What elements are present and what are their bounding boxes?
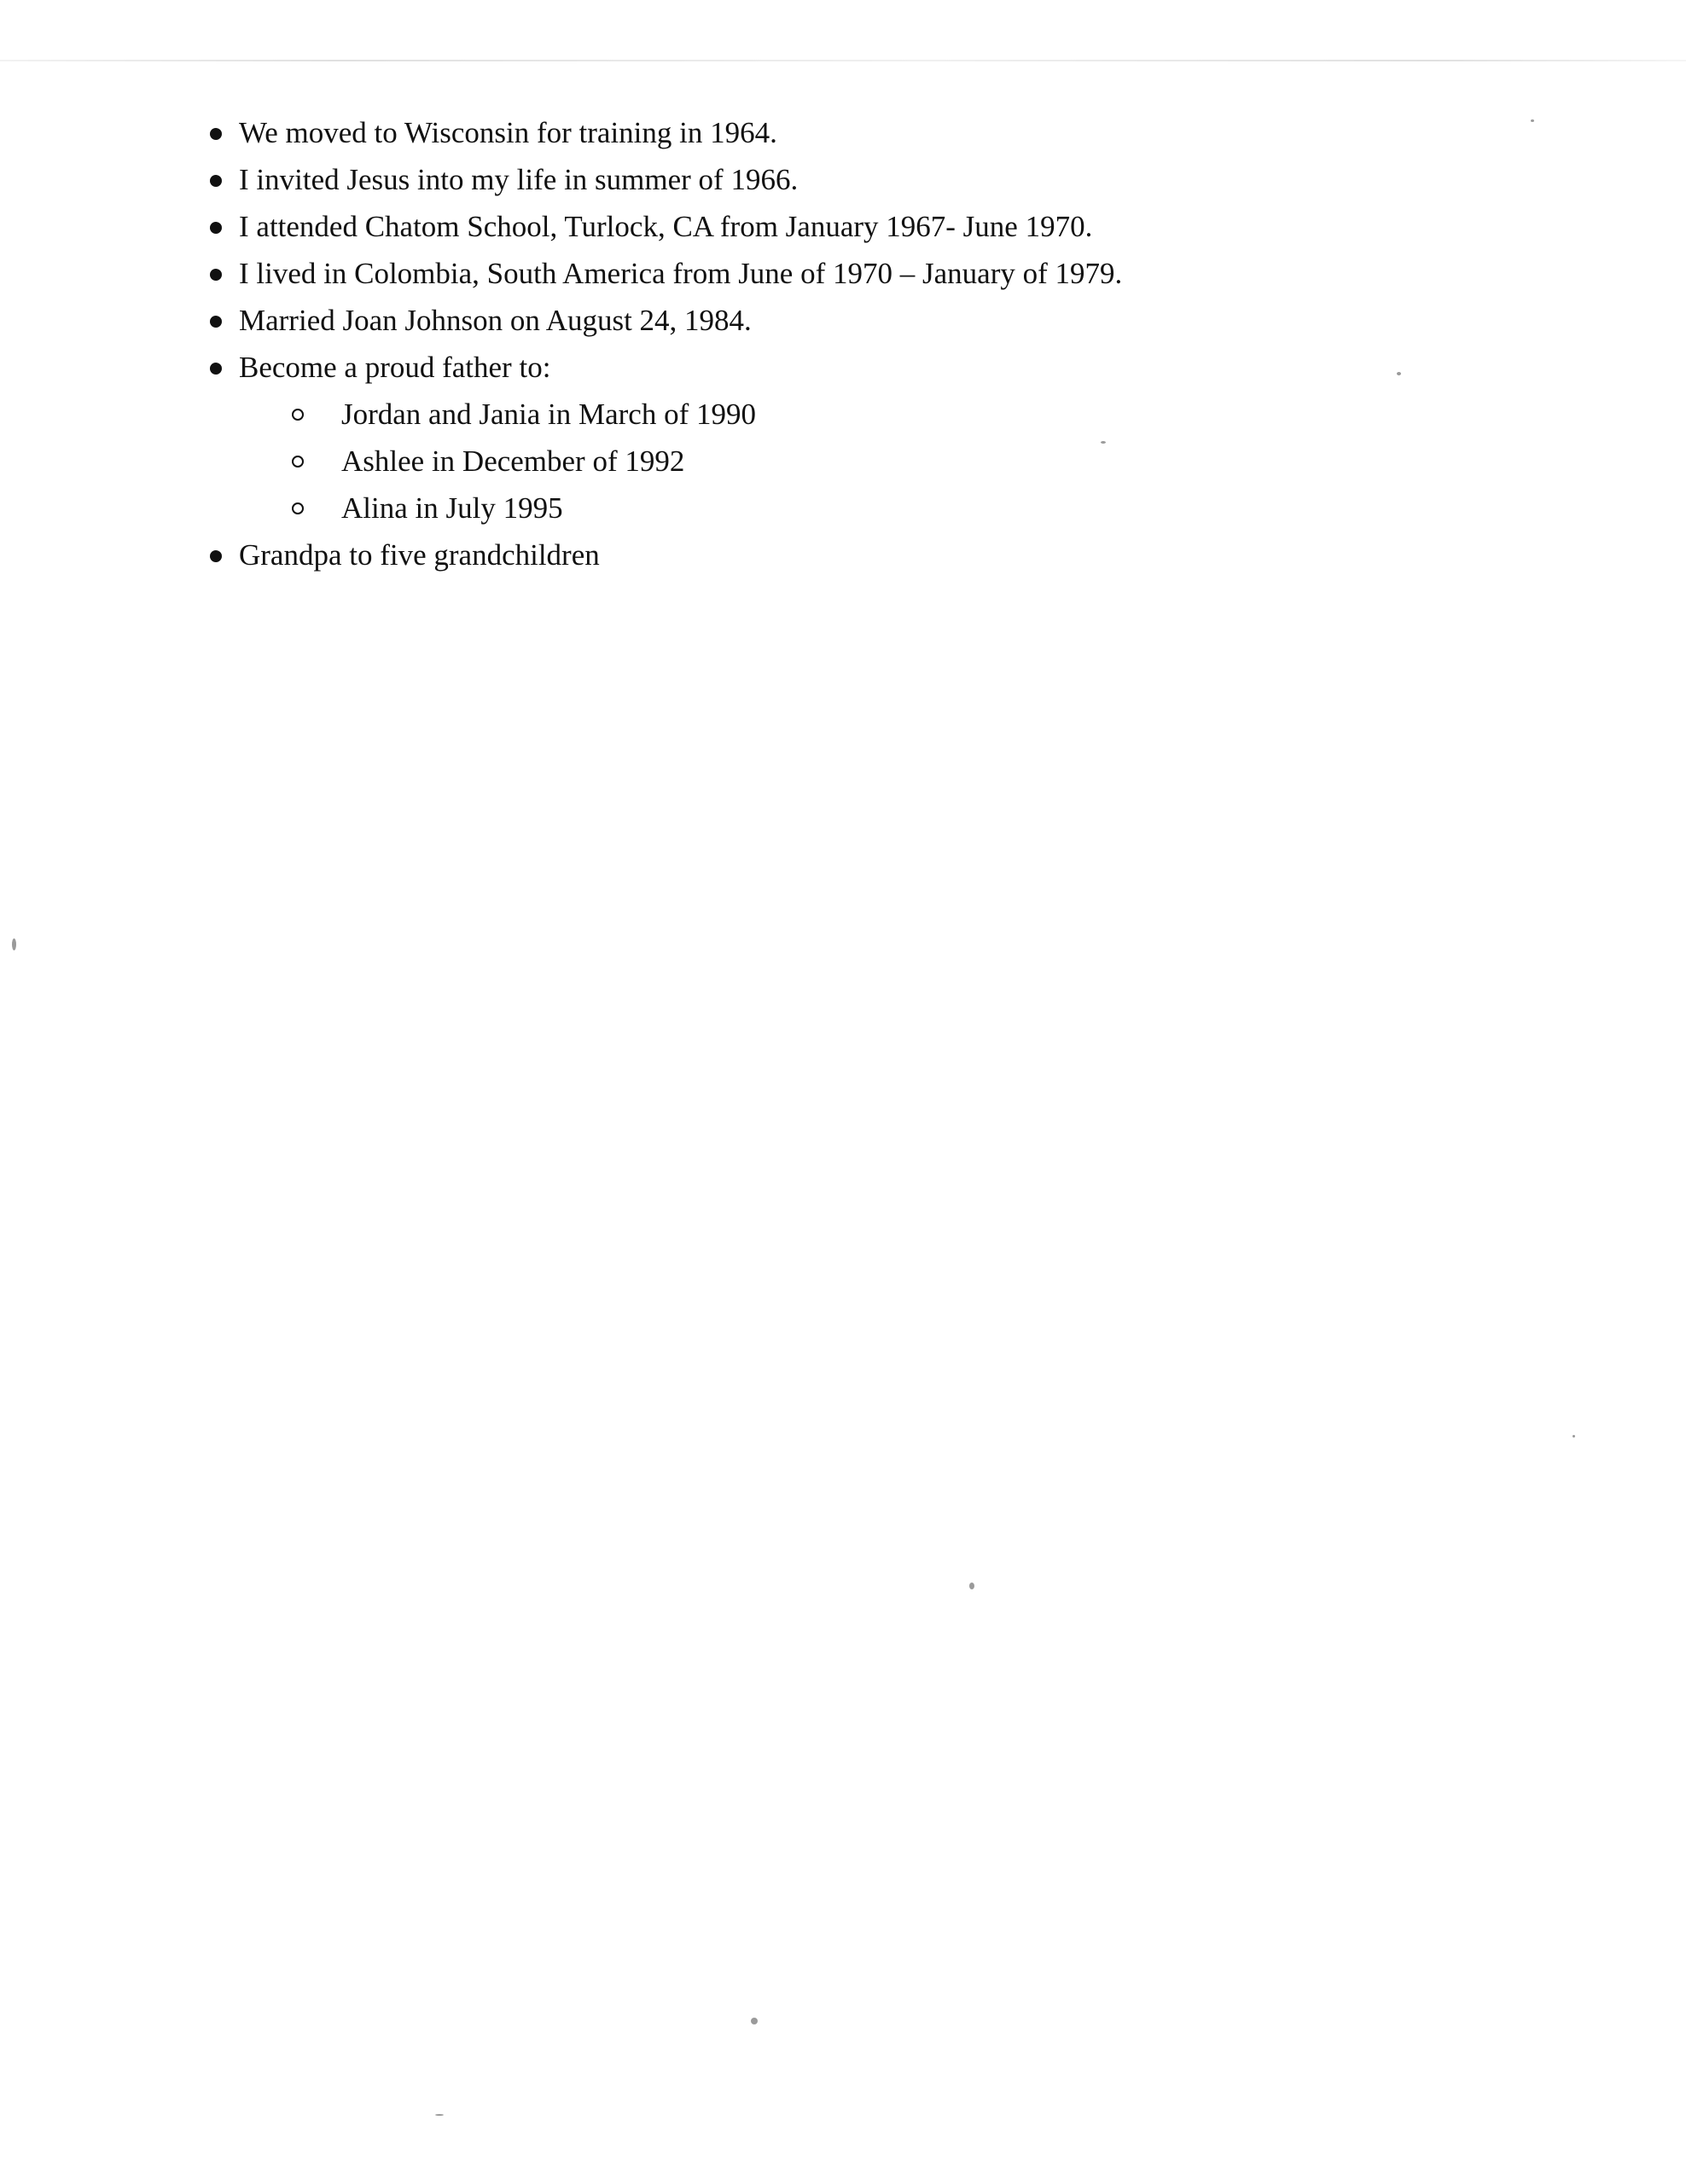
sub-list-item-text: Ashlee in December of 1992 bbox=[341, 444, 685, 478]
hollow-bullet-icon bbox=[292, 409, 304, 421]
sub-list-item bbox=[205, 438, 1122, 485]
bullet-icon bbox=[210, 222, 222, 234]
bullet-icon bbox=[210, 128, 222, 140]
list-item-text: I invited Jesus into my life in summer of 1966. bbox=[239, 163, 799, 196]
sub-list-item bbox=[205, 485, 1122, 531]
scan-speck bbox=[12, 938, 16, 950]
list-item-text: We moved to Wisconsin for training in 1964. bbox=[239, 116, 777, 149]
hollow-bullet-icon bbox=[292, 502, 304, 514]
scan-speck bbox=[1573, 1435, 1575, 1438]
sub-list-container bbox=[205, 391, 1122, 531]
list-item bbox=[205, 203, 1122, 250]
scan-speck bbox=[435, 2114, 444, 2116]
scan-speck bbox=[1397, 372, 1401, 375]
sub-list bbox=[205, 391, 1122, 531]
list-item bbox=[205, 344, 1122, 391]
bullet-list bbox=[205, 109, 1122, 578]
list-item-text: Grandpa to five grandchildren bbox=[239, 538, 600, 572]
bullet-icon bbox=[210, 316, 222, 328]
list-item-text: I lived in Colombia, South America from June of 1970 – January of 1979. bbox=[239, 257, 1123, 290]
bullet-icon bbox=[210, 175, 222, 187]
scan-artifact-line bbox=[0, 60, 1686, 61]
list-item bbox=[205, 531, 1122, 578]
list-item-text: Become a proud father to: bbox=[239, 351, 551, 384]
list-item bbox=[205, 250, 1122, 297]
scan-speck bbox=[751, 2018, 758, 2024]
bullet-icon bbox=[210, 269, 222, 281]
list-item bbox=[205, 156, 1122, 203]
scan-speck bbox=[1531, 119, 1534, 122]
bullet-icon bbox=[210, 550, 222, 562]
sub-list-item-text: Alina in July 1995 bbox=[341, 491, 563, 525]
list-item bbox=[205, 297, 1122, 344]
hollow-bullet-icon bbox=[292, 456, 304, 468]
list-item-text: I attended Chatom School, Turlock, CA from January 1967- June 1970. bbox=[239, 210, 1093, 243]
scan-speck bbox=[969, 1583, 974, 1589]
list-item bbox=[205, 109, 1122, 156]
bullet-icon bbox=[210, 363, 222, 375]
list-item-text: Married Joan Johnson on August 24, 1984. bbox=[239, 304, 752, 337]
sub-list-item bbox=[205, 391, 1122, 438]
sub-list-item-text: Jordan and Jania in March of 1990 bbox=[341, 398, 756, 431]
